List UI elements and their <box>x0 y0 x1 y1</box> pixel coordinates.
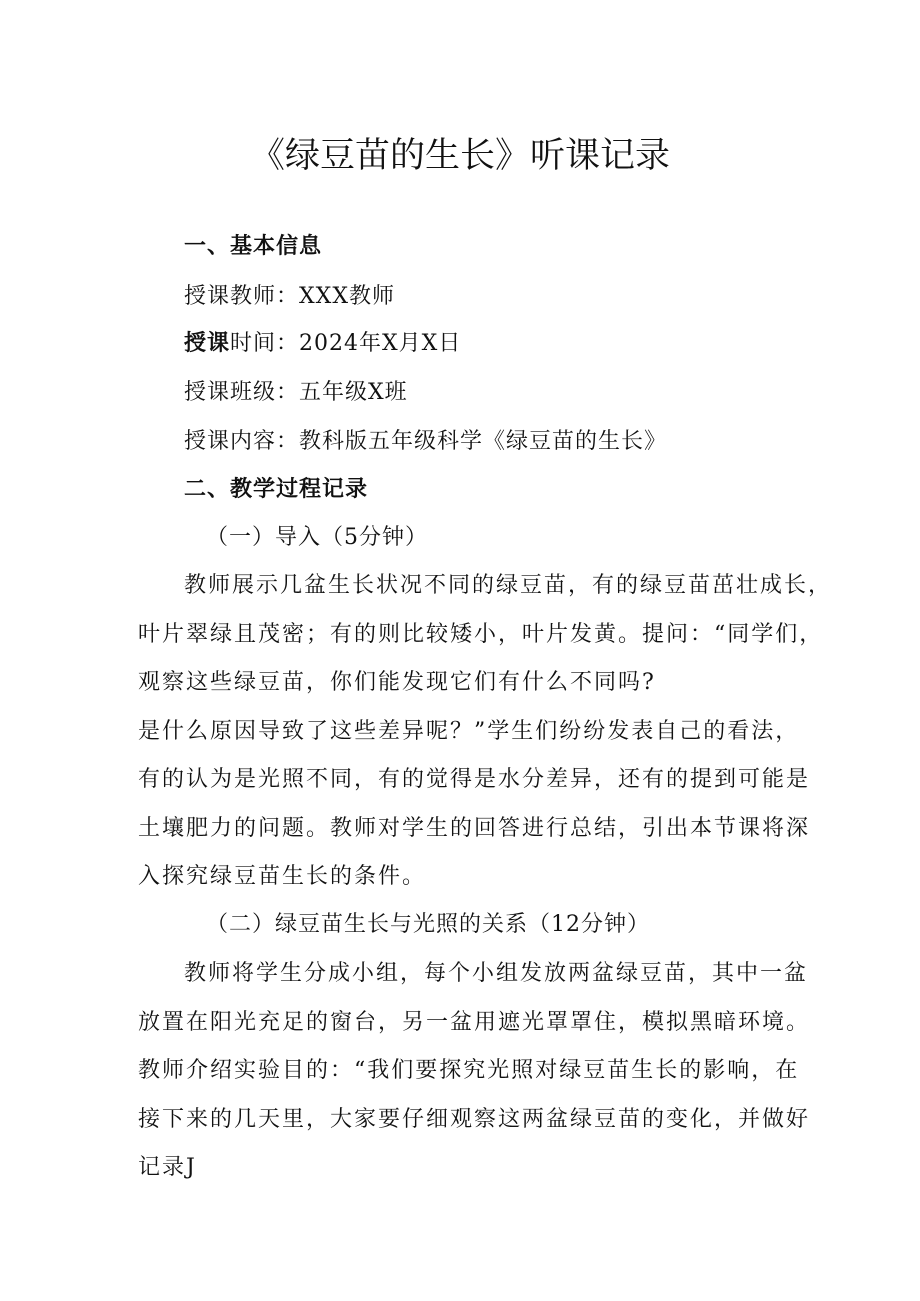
paragraph-line: 土壤肥力的问题。教师对学生的回答进行总结，引出本节课将深 <box>138 816 811 841</box>
time-value: 时间：2024年X月X日 <box>230 331 462 356</box>
paragraph-line: 放置在阳光充足的窗台，另一盆用遮光罩罩住，模拟黑暗环境。 <box>138 1010 811 1035</box>
teacher-line: 授课教师：XXX教师 <box>184 284 395 309</box>
paragraph-line: 入探究绿豆苗生长的条件。 <box>138 864 427 889</box>
section-heading-process: 二、教学过程记录 <box>184 477 369 502</box>
paragraph-line: 记录J <box>138 1155 197 1180</box>
subheading-intro: （一）导入（5分钟） <box>206 525 428 550</box>
class-line: 授课班级：五年级X班 <box>184 380 408 405</box>
paragraph-line: 接下来的几天里，大家要仔细观察这两盆绿豆苗的变化，并做好 <box>138 1107 811 1132</box>
content-line: 授课内容：教科版五年级科学《绿豆苗的生长》 <box>184 429 668 454</box>
time-line <box>184 326 461 357</box>
paragraph-line: 教师展示几盆生长状况不同的绿豆苗，有的绿豆苗茁壮成长， <box>184 573 833 598</box>
paragraph-line: 教师介绍实验目的：“我们要探究光照对绿豆苗生长的影响，在 <box>138 1058 800 1083</box>
paragraph-line: 教师将学生分成小组，每个小组发放两盆绿豆苗，其中一盆 <box>184 961 809 986</box>
paragraph-line: 有的认为是光照不同，有的觉得是水分差异，还有的提到可能是 <box>138 767 811 792</box>
time-label-bold: 授课 <box>184 331 231 356</box>
section-heading-basic-info: 一、基本信息 <box>184 234 323 259</box>
paragraph-line: 观察这些绿豆苗，你们能发现它们有什么不同吗? <box>138 670 656 695</box>
paragraph-line: 是什么原因导致了这些差异呢？”学生们纷纷发表自己的看法， <box>138 719 800 744</box>
paragraph-line: 叶片翠绿且茂密；有的则比较矮小，叶片发黄。提问：“同学们， <box>138 622 824 647</box>
page-title: 《绿豆苗的生长》听课记录 <box>249 136 670 176</box>
subheading-light: （二）绿豆苗生长与光照的关系（12分钟） <box>206 912 650 937</box>
